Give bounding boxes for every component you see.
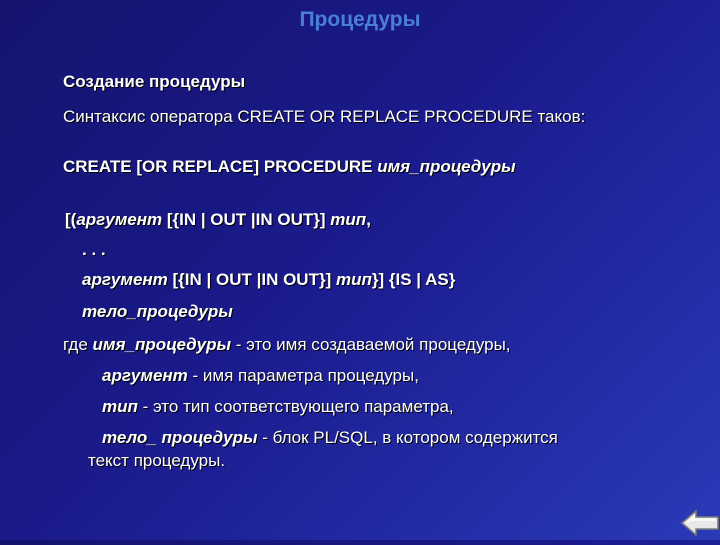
- definition-type-term: тип: [102, 397, 138, 416]
- is-as-keyword: }] {IS | AS}: [371, 270, 456, 289]
- arg-open: [(: [65, 210, 77, 229]
- syntax-line-argument-last: [82, 270, 455, 290]
- proc-name-placeholder: имя_процедуры: [377, 157, 516, 176]
- syntax-intro: Синтаксис оператора CREATE OR REPLACE PROCEDURE таков:: [63, 107, 586, 126]
- where-keyword: где: [63, 335, 93, 354]
- where-line: [63, 335, 511, 355]
- syntax-line-create: [63, 157, 516, 177]
- arg-placeholder: аргумент: [76, 210, 163, 229]
- mode2-keyword: [{IN | OUT |IN OUT}]: [167, 270, 336, 289]
- definition-type: [102, 397, 454, 417]
- create-keyword: CREATE [OR REPLACE] PROCEDURE: [63, 157, 378, 176]
- definition-argument-desc: - имя параметра процедуры,: [187, 366, 419, 385]
- arg2-placeholder: аргумент: [82, 270, 168, 289]
- slide-title: Процедуры: [299, 8, 421, 31]
- definition-body-desc: - блок PL/SQL, в котором содержится: [257, 428, 558, 447]
- definition-type-desc: - это тип соответствующего параметра,: [137, 397, 454, 416]
- definition-argument: [102, 366, 419, 386]
- body-placeholder: тело_процедуры: [82, 302, 233, 321]
- where-proc-name: имя_процедуры: [92, 335, 231, 354]
- type2-placeholder: тип: [335, 270, 372, 289]
- type-placeholder: тип: [330, 210, 367, 229]
- definition-body-term: тело_ процедуры: [102, 428, 258, 447]
- back-button[interactable]: [680, 506, 720, 540]
- mode-keyword: [{IN | OUT |IN OUT}]: [162, 210, 331, 229]
- syntax-line-argument: [65, 210, 371, 230]
- definition-argument-term: аргумент: [102, 366, 188, 385]
- where-proc-name-desc: - это имя создаваемой процедуры,: [231, 335, 511, 354]
- syntax-ellipsis: . . .: [82, 240, 106, 259]
- comma: ,: [366, 210, 371, 229]
- section-heading: Создание процедуры: [63, 72, 246, 91]
- definition-body-continuation: текст процедуры.: [88, 451, 226, 470]
- left-arrow-icon: [680, 506, 720, 540]
- definition-body: [102, 428, 558, 448]
